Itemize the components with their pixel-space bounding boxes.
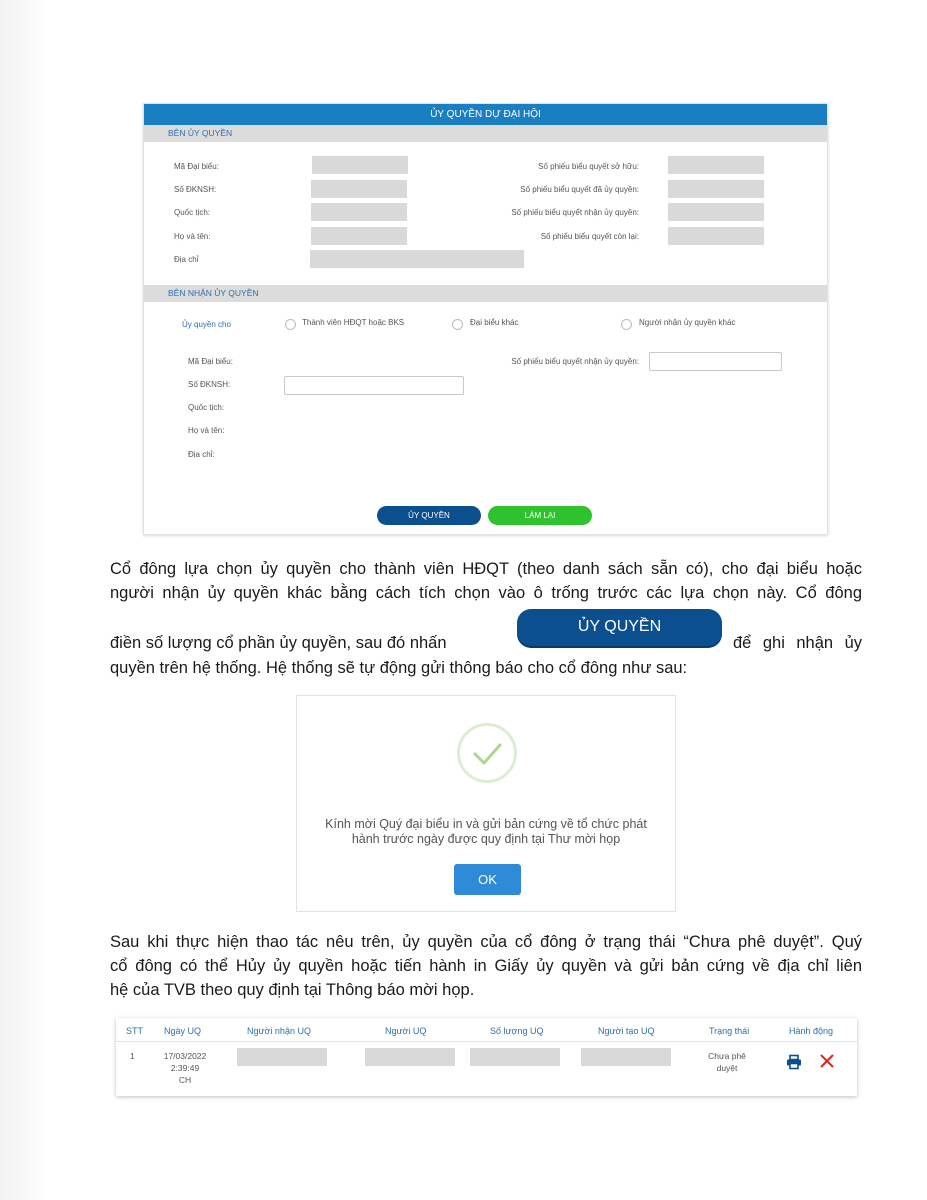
- votes-delegated-field: [668, 180, 764, 198]
- reset-button[interactable]: LÀM LẠI: [488, 506, 592, 525]
- grantee-ho-ten-label: Họ và tên:: [188, 426, 225, 435]
- grantor-ho-ten-label: Họ và tên:: [174, 232, 211, 241]
- check-icon: [457, 723, 517, 783]
- header-hanh-dong: Hành động: [789, 1026, 834, 1036]
- status-line1: Chưa phê: [708, 1051, 746, 1061]
- votes-owned-field: [668, 156, 764, 174]
- cell-so-luong-uq: [470, 1048, 560, 1066]
- para1-line1: Cổ đông lựa chọn ủy quyền cho thành viên HĐQT (theo danh sách sẵn có), cho đại biểu hoặc: [110, 560, 862, 578]
- para2-line1: Sau khi thực hiện thao tác nêu trên, ủy quyền của cổ đông ở trạng thái “Chưa phê duyệt”. Quý: [110, 933, 862, 951]
- grantor-ma-dai-bieu-label: Mã Đại biểu:: [174, 162, 219, 171]
- dialog-message: [297, 817, 675, 847]
- header-trang-thai: Trạng thái: [709, 1026, 750, 1036]
- submit-authorization-button[interactable]: ỦY QUYỀN: [377, 506, 481, 525]
- grantee-so-dknsh-label: Số ĐKNSH:: [188, 380, 231, 389]
- grantor-section-title: BÊN ỦY QUYỀN: [144, 125, 827, 142]
- grantee-quoc-tich-label: Quốc tịch:: [188, 403, 225, 412]
- cell-nguoi-uq: [365, 1048, 455, 1066]
- option-other-label[interactable]: Người nhận ủy quyền khác: [639, 318, 736, 327]
- option-hdqt-radio[interactable]: [285, 319, 296, 330]
- header-nguoi-nhan-uq: Người nhận UQ: [247, 1026, 311, 1036]
- para1-line3-before: điền số lượng cổ phần ủy quyền, sau đó nhấn: [110, 634, 447, 652]
- option-hdqt-label[interactable]: Thành viên HĐQT hoặc BKS: [302, 318, 405, 327]
- grantee-so-dknsh-input[interactable]: [284, 376, 464, 395]
- votes-received-label: Số phiếu biểu quyết nhận ủy quyền:: [511, 208, 639, 217]
- form-title: ỦY QUYỀN DỰ ĐẠI HỘI: [144, 104, 827, 125]
- grantor-dia-chi-field: [310, 250, 524, 268]
- header-nguoi-uq: Người UQ: [385, 1026, 427, 1036]
- votes-owned-label: Số phiếu biểu quyết sở hữu:: [538, 162, 639, 171]
- close-icon[interactable]: [819, 1053, 835, 1069]
- option-dai-bieu-radio[interactable]: [452, 319, 463, 330]
- dialog-message-line1: Kính mời Quý đại biểu in và gửi bản cứng về tổ chức phát: [325, 817, 647, 831]
- grantee-section-title: BÊN NHẬN ỦY QUYỀN: [144, 285, 827, 302]
- grantor-so-dknsh-field: [311, 180, 407, 198]
- cell-date: 17/03/2022: [163, 1051, 207, 1061]
- grantor-ma-dai-bieu-field: [312, 156, 408, 174]
- instruction-paragraph-1: [110, 557, 862, 605]
- instruction-paragraph-2: [110, 930, 862, 1002]
- para1-line3-after: để ghi nhận ủy: [733, 634, 862, 652]
- cell-ampm: CH: [178, 1075, 192, 1085]
- cell-nguoi-tao-uq: [581, 1048, 671, 1066]
- ok-button[interactable]: OK: [454, 864, 521, 895]
- para1-line4: quyền trên hệ thống. Hệ thống sẽ tự động gửi thông báo cho cổ đông như sau:: [110, 659, 688, 677]
- votes-received-field: [668, 203, 764, 221]
- header-so-luong-uq: Số lượng UQ: [490, 1026, 544, 1036]
- cell-stt: 1: [130, 1051, 135, 1061]
- cell-time: 2:39:49: [170, 1063, 200, 1073]
- grantee-votes-input[interactable]: [649, 352, 782, 371]
- grantor-so-dknsh-label: Số ĐKNSH:: [174, 185, 217, 194]
- para2-line2: cổ đông có thể Hủy ủy quyền hoặc tiến hành in Giấy ủy quyền và gửi bản cứng về địa chỉ liên: [110, 957, 862, 975]
- para1-line2: người nhận ủy quyền khác bằng cách tích chọn vào ô trống trước các lựa chọn này. Cổ đông: [110, 584, 862, 602]
- header-ngay-uq: Ngày UQ: [164, 1026, 202, 1036]
- votes-delegated-label: Số phiếu biểu quyết đã ủy quyền:: [520, 185, 639, 194]
- option-other-radio[interactable]: [621, 319, 632, 330]
- grantor-dia-chi-label: Địa chỉ: [174, 255, 199, 264]
- status-line2: duyệt: [716, 1063, 738, 1073]
- header-nguoi-tao-uq: Người tạo UQ: [598, 1026, 655, 1036]
- votes-remaining-field: [668, 227, 764, 245]
- printer-icon[interactable]: [786, 1054, 802, 1070]
- authorize-button-image: ỦY QUYỀN: [517, 609, 722, 646]
- votes-remaining-label: Số phiếu biểu quyết còn lại:: [540, 232, 639, 241]
- page-margin: [0, 0, 48, 1200]
- authorize-to-label: Ủy quyền cho: [182, 320, 231, 329]
- para2-line3: hệ của TVB theo quy định tại Thông báo mời họp.: [110, 981, 475, 999]
- cell-ngay-uq: [160, 1050, 210, 1086]
- grantee-dia-chi-label: Địa chỉ:: [188, 450, 215, 459]
- grantee-ma-dai-bieu-label: Mã Đại biểu:: [188, 357, 233, 366]
- grantor-ho-ten-field: [311, 227, 407, 245]
- grantee-votes-label: Số phiếu biểu quyết nhận ủy quyền:: [511, 357, 639, 366]
- confirmation-dialog: [296, 695, 676, 912]
- cell-nguoi-nhan-uq: [237, 1048, 327, 1066]
- grantor-quoc-tich-field: [311, 203, 407, 221]
- cell-trang-thai: [702, 1050, 752, 1074]
- grantor-quoc-tich-label: Quốc tịch:: [174, 208, 211, 217]
- header-divider: [116, 1041, 857, 1042]
- authorization-form: [143, 103, 828, 535]
- option-dai-bieu-label[interactable]: Đại biểu khác: [470, 318, 519, 327]
- authorization-table: [116, 1018, 857, 1096]
- dialog-message-line2: hành trước ngày được quy định tại Thư mời họp: [351, 832, 621, 846]
- header-stt: STT: [126, 1026, 143, 1036]
